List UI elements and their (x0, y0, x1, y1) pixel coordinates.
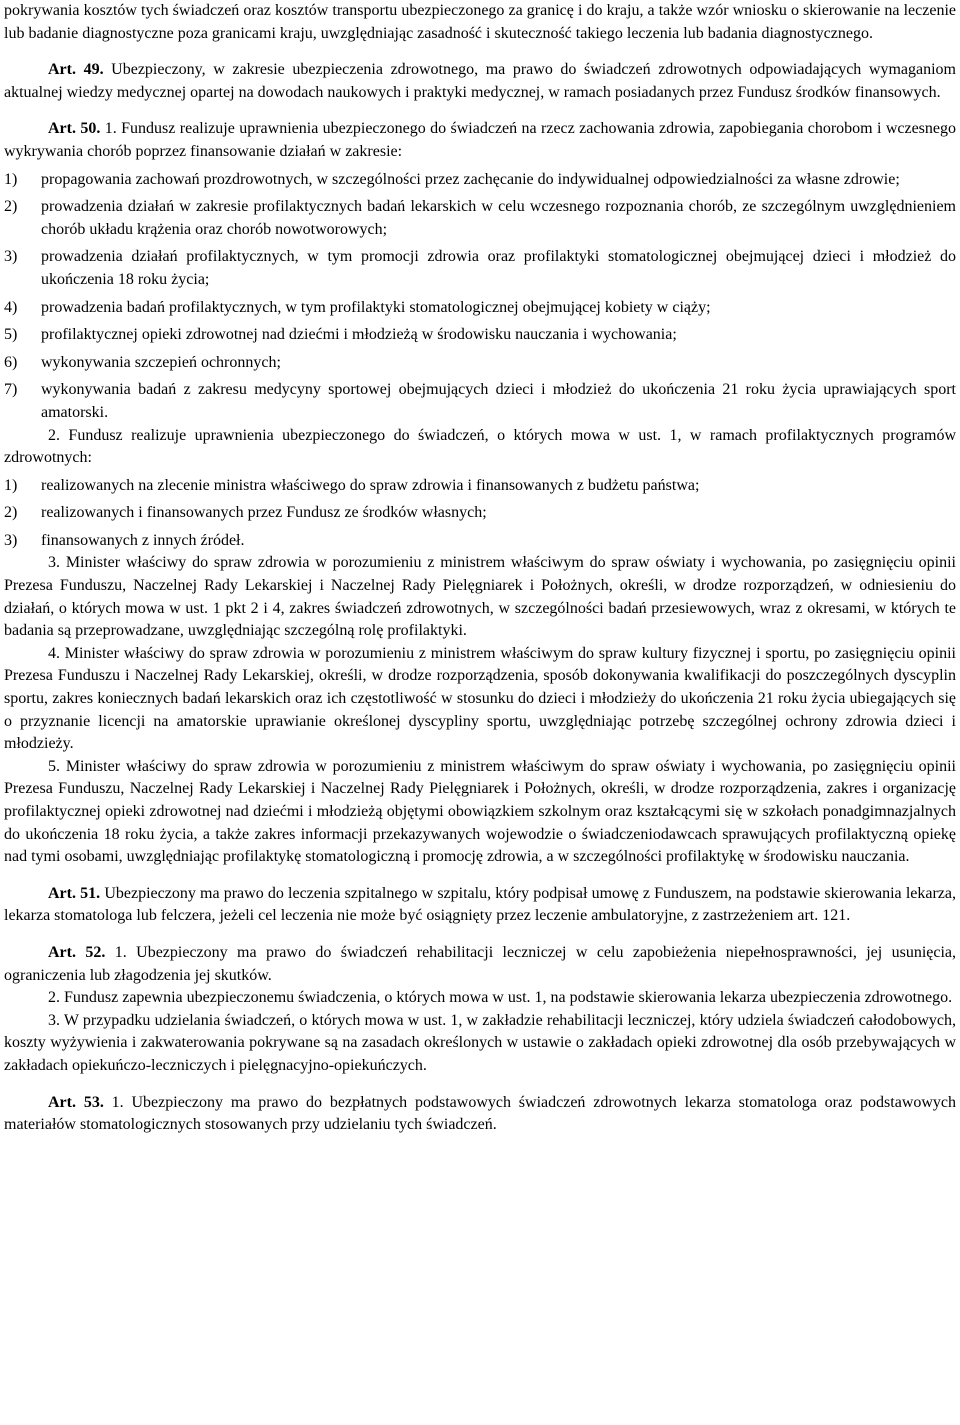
list-item (4, 475, 956, 498)
article-53-paragraph-1 (4, 1092, 956, 1137)
article-52-label: Art. 52. (48, 943, 106, 961)
intro-paragraph: pokrywania kosztów tych świadczeń oraz kosztów transportu ubezpieczonego za granicę i do kraju, a także wzór wniosku o skierowanie na leczenie lub badanie diagnostyczne poza granicami kraju, uwzględniając zasadność i skuteczność takiego leczenia lub badania diagnostycznego. (4, 2, 956, 42)
list-item (4, 324, 956, 347)
list-item-number: 5) (4, 326, 18, 344)
list-item-text: realizowanych na zlecenie ministra właściwego do spraw zdrowia i finansowanych z budżetu państwa; (41, 476, 700, 494)
list-item-text: wykonywania szczepień ochronnych; (41, 353, 281, 371)
article-49 (4, 59, 956, 104)
list-item-number: 2) (4, 198, 18, 216)
list-item (4, 352, 956, 375)
article-50-paragraph-3: 3. Minister właściwy do spraw zdrowia w porozumieniu z ministrem właściwym do spraw oświaty i wychowania, po zasięgnięciu opinii Prezesa Funduszu, Naczelnej Rady Lekarskiej i Naczelnej Rady Pielęgniarek i Położnych, określi, w drodze rozporządzeń, w odniesieniu do działań, o których mowa w ust. 1 pkt 2 i 4, zakres świadczeń zdrowotnych, w szczególności badań przesiewowych, wraz z okresami, w których te badania są przeprowadzane, uwzględniając szczególną rolę profilaktyki. (4, 554, 956, 640)
article-52-p1-text: Ubezpieczony ma prawo do świadczeń rehabilitacji leczniczej w celu zapobieżenia niepełnosprawności, jej usunięcia, ograniczenia lub złagodzenia jej skutków. (4, 943, 957, 984)
article-49-label: Art. 49. (48, 61, 104, 79)
list-item-number: 1) (4, 476, 18, 494)
article-50-paragraph-1 (4, 118, 956, 163)
list-item-text: wykonywania badań z zakresu medycyny sportowej obejmujących dzieci i młodzież do ukończenia 21 roku życia uprawiających sport amatorski. (41, 381, 956, 421)
article-53-p1-text: Ubezpieczony ma prawo do bezpłatnych podstawowych świadczeń zdrowotnych lekarza stomatologa oraz podstawowych materiałów stomatologicznych stosowanych przy udzielaniu tych świadczeń. (4, 1093, 957, 1134)
list-item-text: propagowania zachowań prozdrowotnych, w szczególności przez zachęcanie do indywidualnej odpowiedzialności za własne zdrowie; (41, 170, 900, 188)
list-item (4, 169, 956, 192)
list-item-number: 1) (4, 170, 18, 188)
article-50-p2-list (4, 475, 956, 553)
list-item-number: 3) (4, 531, 18, 549)
article-50-paragraph-5: 5. Minister właściwy do spraw zdrowia w porozumieniu z ministrem właściwym do spraw oświaty i wychowania, po zasięgnięciu opinii Prezesa Funduszu, Naczelnej Rady Lekarskiej i Naczelnej Rady Pielęgniarek i Położnych, określi, w drodze rozporządzenia, zakres i organizację profilaktycznej opieki zdrowotnej nad dziećmi i młodzieżą objętymi obowiązkiem szkolnym oraz kształcącymi się w szkołach ponadgimnazjalnych do ukończenia 18 roku życia, a także zakres informacji przekazywanych wojewodzie o świadczeniodawcach sprawujących profilaktyczną opiekę nad tymi osobami, uwzględniając profilaktykę stomatologiczną i promocję zdrowia, a w szczególności profilaktykę w środowisku nauczania. (4, 757, 956, 866)
article-52-p1-number: 1. (105, 943, 127, 961)
article-50-paragraph-2: 2. Fundusz realizuje uprawnienia ubezpieczonego do świadczeń, o których mowa w ust. 1, w ramach profilaktycznych programów zdrowotnych: (4, 426, 956, 467)
list-item (4, 502, 956, 525)
article-50-paragraph-4: 4. Minister właściwy do spraw zdrowia w porozumieniu z ministrem właściwym do spraw kultury fizycznej i sportu, po zasięgnięciu opinii Prezesa Funduszu i Naczelnej Rady Lekarskiej, określi, w drodze rozporządzenia, sposób dokonywania kwalifikacji do poszczególnych dyscyplin sportu, zakres koniecznych badań lekarskich oraz ich częstotliwość w stosunku do dzieci i młodzieży do ukończenia 21 roku życia ubiegających się o przyznanie licencji na amatorskie uprawianie określonej dyscypliny sportu, uwzględniając potrzebę szczególnej ochrony zdrowia dzieci i młodzieży. (4, 644, 956, 753)
article-52-paragraph-3: 3. W przypadku udzielania świadczeń, o których mowa w ust. 1, w zakładzie rehabilitacji leczniczej, który udziela świadczeń całodobowych, koszty wyżywienia i zakwaterowania pokrywane są na zasadach określonych w ustawie o zakładach opieki zdrowotnej dla osób przebywających w zakładach opiekuńczo-leczniczych i pielęgnacyjno-opiekuńczych. (4, 1011, 956, 1074)
list-item-number: 7) (4, 381, 18, 399)
article-51-label: Art. 51. (48, 884, 101, 902)
list-item-text: realizowanych i finansowanych przez Fundusz ze środków własnych; (41, 504, 487, 522)
list-item (4, 379, 956, 424)
list-item-text: profilaktycznej opieki zdrowotnej nad dziećmi i młodzieżą w środowisku nauczania i wychowania; (41, 326, 677, 344)
article-52-paragraph-2: 2. Fundusz zapewnia ubezpieczonemu świadczenia, o których mowa w ust. 1, na podstawie skierowania lekarza ubezpieczenia zdrowotnego. (48, 989, 953, 1007)
list-item-text: prowadzenia badań profilaktycznych, w tym profilaktyki stomatologicznej obejmującej kobiety w ciąży; (41, 298, 711, 316)
article-53-label: Art. 53. (48, 1093, 104, 1111)
article-50-p1-list (4, 169, 956, 425)
article-51 (4, 883, 956, 928)
list-item-text: prowadzenia działań profilaktycznych, w tym promocji zdrowia oraz profilaktyki stomatologicznej obejmującej dzieci i młodzież do ukończenia 18 roku życia; (41, 248, 956, 288)
article-50-label: Art. 50. (48, 120, 101, 138)
article-52-paragraph-1 (4, 942, 956, 987)
list-item-number: 3) (4, 248, 18, 266)
list-item-number: 4) (4, 298, 18, 316)
list-item-text: finansowanych z innych źródeł. (41, 531, 245, 549)
article-53-p1-number: 1. (103, 1093, 124, 1111)
list-item-number: 6) (4, 353, 18, 371)
article-51-text: Ubezpieczony ma prawo do leczenia szpitalnego w szpitalu, który podpisał umowę z Funduszem, na podstawie skierowania lekarza, lekarza stomatologa lub felczera, jeżeli cel leczenia nie może być osiągnięty przez leczenie ambulatoryjne, z zastrzeżeniem art. 121. (4, 884, 956, 925)
article-49-text: Ubezpieczony, w zakresie ubezpieczenia zdrowotnego, ma prawo do świadczeń zdrowotnych odpowiadających wymaganiom aktualnej wiedzy medycznej opartej na dowodach naukowych i praktyki medycznej, w ramach posiadanych przez Fundusz środków finansowych. (4, 61, 956, 101)
list-item (4, 530, 956, 553)
list-item-number: 2) (4, 504, 18, 522)
article-50-p1-number: 1. (100, 120, 117, 138)
list-item-text: prowadzenia działań w zakresie profilaktycznych badań lekarskich w celu wczesnego rozpoznania chorób, ze szczególnym uwzględnieniem chorób układu krążenia oraz chorób nowotworowych; (41, 198, 956, 238)
list-item (4, 196, 956, 241)
article-50-p1-text: Fundusz realizuje uprawnienia ubezpieczonego do świadczeń na rzecz zachowania zdrowia, zapobiegania chorobom i wczesnego wykrywania chorób poprzez finansowanie działań w zakresie: (4, 120, 957, 160)
list-item (4, 246, 956, 291)
list-item (4, 297, 956, 320)
